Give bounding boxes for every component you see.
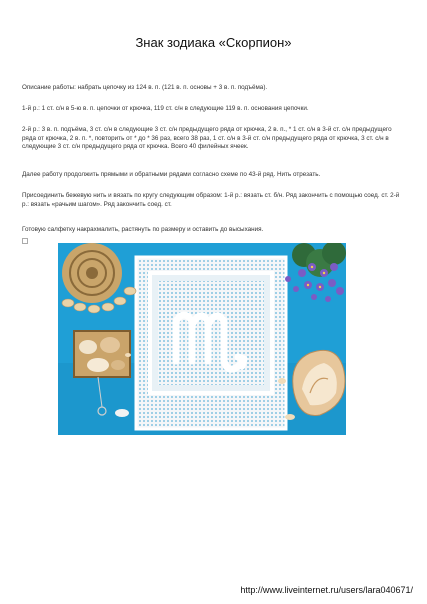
- shell-box: [74, 331, 130, 377]
- crochet-doily-photo: [58, 243, 346, 435]
- edging-paragraph: Присоединить бежевую нить и вязать по кругу следующим образом: 1-й р.: вязать ст. б/н. Ряд закончить с помощью соед. ст. 2-й р.: вязать «рачьим шагом». Ряд закончить соед. ст.: [22, 192, 400, 208]
- doily: [136, 257, 286, 429]
- image-placeholder-icon: [22, 238, 28, 244]
- round-coaster: [62, 243, 122, 303]
- row1-paragraph: 1-й р.: 1 ст. с/н в 5-ю в. п. цепочки от крючка, 119 ст. с/н в следующие 119 в. п. основания цепочки.: [22, 105, 309, 112]
- row2-paragraph: 2-й р.: 3 в. п. подъёма, 3 ст. с/н в следующие 3 ст. с/н предыдущего ряда от крючка, 2 в. п., * 1 ст. с/н в 3-й ст. с/н предыдущего ряда от крючка, 2 в. п. *, повторить от * до * 36 раз, всего 38 раз, 1 ст. с/н в 3-й ст. с/н предыдущего ряда от крючка, 3 ст. с/н в следующие 3 ст. с/н предыдущего ряда от крючка. Всего 40 филейных ячеек.: [22, 126, 392, 151]
- finishing-paragraph: Готовую салфетку накрахмалить, растянуть по размеру и оставить до высыхания.: [22, 226, 264, 233]
- source-url[interactable]: http://www.liveinternet.ru/users/lara040671/: [240, 585, 413, 595]
- page-title: Знак зодиака «Скорпион»: [135, 35, 292, 50]
- description-paragraph: Описание работы: набрать цепочку из 124 в. п. (121 в. п. основы + 3 в. п. подъёма).: [22, 84, 268, 91]
- continue-paragraph: Далее работу продолжить прямыми и обратными рядами согласно схеме по 43-й ряд. Нить отрезать.: [22, 171, 321, 178]
